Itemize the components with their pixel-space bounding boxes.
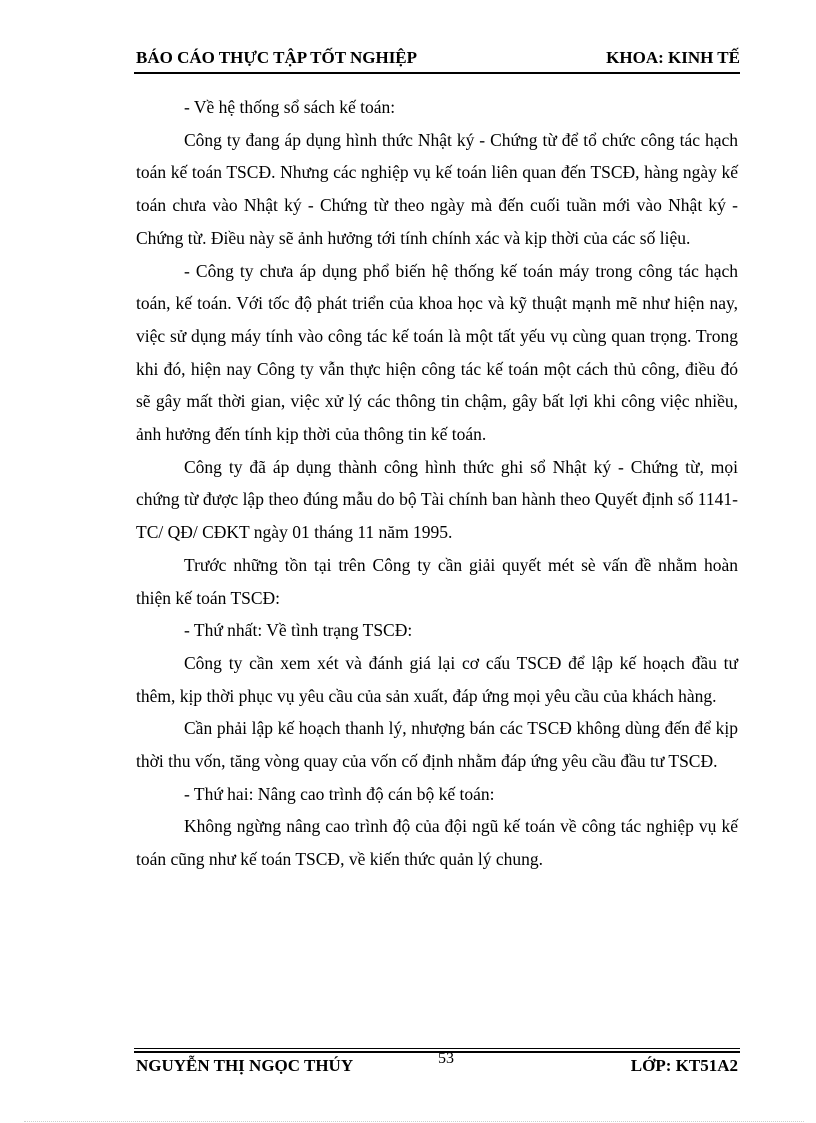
paragraph: Công ty cần xem xét và đánh giá lại cơ cấu TSCĐ để lập kế hoạch đầu tư thêm, kịp thời phục vụ yêu cầu của sản xuất, đáp ứng mọi yêu cầu của khách hàng. (136, 652, 738, 706)
paragraph: Không ngừng nâng cao trình độ của đội ngũ kế toán về công tác nghiệp vụ kế toán cũng như kế toán TSCĐ, về kiến thức quản lý chung. (136, 816, 738, 870)
paragraph: - Công ty chưa áp dụng phổ biến hệ thống kế toán máy trong công tác hạch toán, kế toán. Với tốc độ phát triển của khoa học và kỹ thuật mạnh mẽ như hiện nay, việc sử dụng máy tính vào công tác kế toán là một tất yếu vụ cùng quan trọng. Trong khi đó, hiện nay Công ty vẫn thực hiện công tác kế toán một cách thủ công, điều đó sẽ gây mất thời gian, việc xử lý các thông tin chậm, gây bất lợi khi công việc nhiều, ảnh hưởng đến tính kịp thời của thông tin kế toán. (136, 260, 738, 445)
footer-rule-top (134, 1048, 740, 1049)
document-body (136, 91, 738, 876)
paragraph: - Thứ hai: Nâng cao trình độ cán bộ kế toán: (184, 783, 495, 804)
header-rule (134, 72, 740, 74)
paragraph: - Thứ nhất: Về tình trạng TSCĐ: (184, 620, 413, 641)
paragraph: Trước những tồn tại trên Công ty cần giải quyết mét sè vấn đề nhằm hoàn thiện kế toán TSCĐ: (136, 554, 738, 608)
class-label: LỚP: KT51A2 (630, 1056, 738, 1075)
faculty-label: KHOA: KINH TẾ (606, 48, 740, 67)
page-number: 53 (438, 1050, 454, 1067)
page-header (136, 48, 740, 70)
paragraph: Công ty đang áp dụng hình thức Nhật ký - Chứng từ để tổ chức công tác hạch toán kế toán TSCĐ. Nhưng các nghiệp vụ kế toán liên quan đến TSCĐ, hàng ngày kế toán chưa vào Nhật ký - Chứng từ theo ngày mà đến cuối tuần mới vào Nhật ký - Chứng từ. Điều này sẽ ảnh hưởng tới tính chính xác và kịp thời của các số liệu. (136, 129, 738, 248)
paragraph: Công ty đã áp dụng thành công hình thức ghi sổ Nhật ký - Chứng từ, mọi chứng từ được lập theo đúng mẫu do bộ Tài chính ban hành theo Quyết định số 1141-TC/ QĐ/ CĐKT ngày 01 tháng 11 năm 1995. (136, 456, 738, 543)
page-footer (136, 1052, 738, 1076)
author-name: NGUYỄN THỊ NGỌC THÚY (136, 1056, 354, 1075)
paragraph: - Về hệ thống sổ sách kế toán: (184, 97, 396, 117)
page-bottom-dotted-border (24, 1121, 804, 1122)
paragraph: Cần phải lập kế hoạch thanh lý, nhượng bán các TSCĐ không dùng đến để kịp thời thu vốn, tăng vòng quay của vốn cố định nhằm đáp ứng yêu cầu đầu tư TSCĐ. (136, 718, 738, 772)
report-title: BÁO CÁO THỰC TẬP TỐT NGHIỆP (136, 48, 418, 67)
